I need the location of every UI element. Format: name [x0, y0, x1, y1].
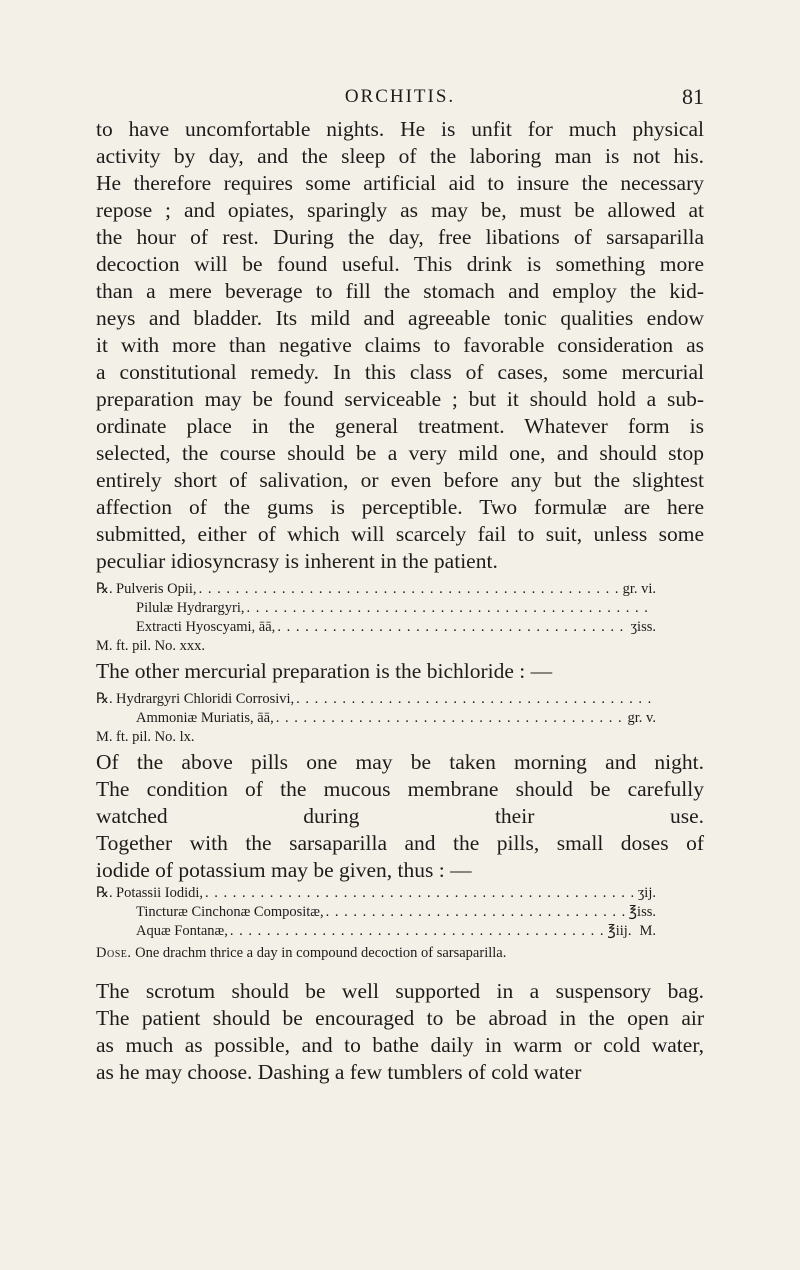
- text-line: affection of the gums is perceptible. Two formulæ are here: [96, 495, 704, 519]
- text-line: repose ; and opiates, sparingly as may be, must be allowed at: [96, 198, 704, 222]
- leader-dots: [277, 618, 628, 637]
- text-line: Of the above pills one may be taken morning and night.: [96, 750, 704, 774]
- ingredient-name: Extracti Hyoscyami, āā,: [136, 619, 276, 635]
- prescription-line: [96, 599, 656, 618]
- text-line: peculiar idiosyncrasy is inherent in the patient.: [96, 549, 498, 573]
- ingredient-quantity: ℥iij.: [607, 923, 632, 939]
- prescription-line: [96, 637, 656, 656]
- leader-dots: [326, 903, 627, 922]
- dose-label: Dose.: [96, 945, 132, 961]
- ingredient-name: Pulveris Opii,: [116, 581, 197, 597]
- text-line: ordinate place in the general treatment. Whatever form is: [96, 414, 704, 438]
- paragraph-2: [96, 658, 704, 685]
- prescription-1: [96, 580, 656, 656]
- ingredient-name: ft. pil. No. xxx.: [116, 638, 206, 654]
- leader-dots: [230, 922, 606, 941]
- dose-text: One drachm thrice a day in compound decoction of sarsaparilla.: [135, 945, 507, 961]
- prescription-line: [96, 884, 656, 903]
- prescription-line: [96, 728, 656, 747]
- text-line: than a mere beverage to fill the stomach and employ the kid-: [96, 279, 704, 303]
- ingredient-name: Hydrargyri Chloridi Corrosivi,: [116, 691, 295, 707]
- ingredient-name: Tincturæ Cinchonæ Compositæ,: [136, 904, 324, 920]
- text-line: watched during their use.: [96, 804, 704, 828]
- text-line: as much as possible, and to bathe daily in warm or cold water,: [96, 1033, 704, 1057]
- recipe-symbol: ℞.: [96, 581, 113, 597]
- prescription-line: [96, 580, 656, 599]
- misce-mark: M.: [639, 923, 656, 939]
- text-line: The other mercurial preparation is the bichloride : —: [96, 659, 553, 683]
- prescription-line: [96, 922, 656, 941]
- recipe-symbol: M.: [96, 638, 113, 654]
- ingredient-quantity: gr. v.: [627, 710, 656, 726]
- text-line: to have uncomfortable nights. He is unfit for much physical: [96, 117, 704, 141]
- running-title: ORCHITIS.: [344, 86, 456, 107]
- leader-dots: [246, 599, 654, 618]
- ingredient-quantity: ʒiss.: [630, 619, 656, 635]
- text-line: The patient should be encouraged to be abroad in the open air: [96, 1006, 704, 1030]
- text-line: The condition of the mucous membrane should be carefully: [96, 777, 704, 801]
- text-line: selected, the course should be a very mild one, and should stop: [96, 441, 704, 465]
- text-line: iodide of potassium may be given, thus : —: [96, 858, 472, 882]
- paragraph-3: [96, 749, 704, 884]
- prescription-line: [96, 709, 656, 728]
- text-line: entirely short of salivation, or even before any but the slightest: [96, 468, 704, 492]
- ingredient-quantity: gr. vi.: [622, 581, 656, 597]
- recipe-symbol: ℞.: [96, 885, 113, 901]
- leader-dots: [199, 580, 621, 599]
- text-line: the hour of rest. During the day, free libations of sarsaparilla: [96, 225, 704, 249]
- paragraph-1: [96, 116, 704, 575]
- prescription-3: [96, 884, 656, 941]
- prescription-line: [96, 690, 656, 709]
- text-line: it with more than negative claims to favorable consideration as: [96, 333, 704, 357]
- text-line: as he may choose. Dashing a few tumblers of cold water: [96, 1060, 582, 1084]
- ingredient-name: Aquæ Fontanæ,: [136, 923, 228, 939]
- text-line: Together with the sarsaparilla and the pills, small doses of: [96, 831, 704, 855]
- text-line: The scrotum should be well supported in a suspensory bag.: [96, 979, 704, 1003]
- paragraph-4: [96, 978, 704, 1086]
- leader-dots: [205, 884, 636, 903]
- prescription-line: [96, 903, 656, 922]
- ingredient-name: Ammoniæ Muriatis, āā,: [136, 710, 274, 726]
- page-number: 81: [682, 84, 704, 109]
- ingredient-quantity: ℥iss.: [628, 904, 656, 920]
- ingredient-name: ft. pil. No. lx.: [116, 729, 195, 745]
- text-line: activity by day, and the sleep of the laboring man is not his.: [96, 144, 704, 168]
- recipe-symbol: M.: [96, 729, 113, 745]
- leader-dots: [296, 690, 654, 709]
- ingredient-name: Potassii Iodidi,: [116, 885, 204, 901]
- text-line: He therefore requires some artificial aid to insure the necessary: [96, 171, 704, 195]
- text-line: a constitutional remedy. In this class of cases, some mercurial: [96, 360, 704, 384]
- text-line: submitted, either of which will scarcely fail to suit, unless some: [96, 522, 704, 546]
- ingredient-name: Pilulæ Hydrargyri,: [136, 600, 245, 616]
- text-line: preparation may be found serviceable ; but it should hold a sub-: [96, 387, 704, 411]
- leader-dots: [276, 709, 626, 728]
- ingredient-quantity: ʒij.: [637, 885, 656, 901]
- dose-instruction: [96, 944, 706, 963]
- recipe-symbol: ℞.: [96, 691, 113, 707]
- text-line: neys and bladder. Its mild and agreeable tonic qualities endow: [96, 306, 704, 330]
- text-line: decoction will be found useful. This drink is something more: [96, 252, 704, 276]
- prescription-line: [96, 618, 656, 637]
- prescription-2: [96, 690, 656, 747]
